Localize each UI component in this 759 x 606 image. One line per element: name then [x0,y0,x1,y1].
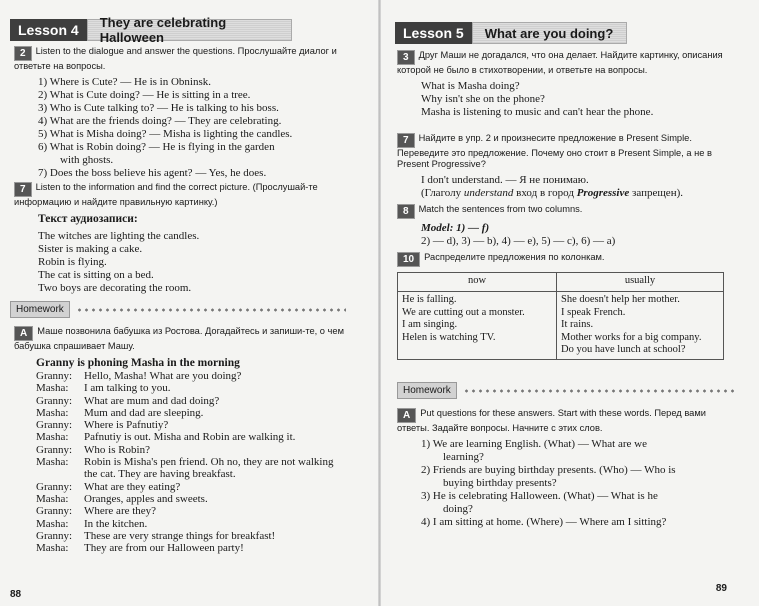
speaker: Masha: [36,406,69,419]
lesson-label: Lesson 5 [395,22,472,44]
lesson-4-header [10,15,292,45]
dialogue-row [36,505,369,517]
dialogue-row [36,395,369,407]
dialogue-row [36,493,369,505]
table-cell: We are cutting out a monster. [402,306,525,318]
utterance: Pafnutiy is out. Misha and Robin are walking it. [84,431,296,444]
exercise-A-homework [397,408,737,529]
dialogue-row [36,382,369,394]
dialogue-row [36,530,369,542]
exercise-number: 8 [397,204,415,219]
transcript-line: Robin is flying. [38,256,107,268]
table-cell: It rains. [561,319,594,330]
question-line: 1) We are learning English. (What) — What are we [421,438,647,450]
sort-table [397,272,724,360]
dialogue-row [36,370,369,382]
dialogue-row [36,518,369,530]
utterance: Where is Pafnutiy? [84,419,169,432]
dialogue-row [36,444,369,456]
dialogue-row [36,468,369,480]
homework-divider [10,301,346,318]
speaker [36,468,84,480]
question-line: buying birthday presents? [443,477,557,489]
exercise-number: 7 [397,133,415,148]
utterance: Mum and dad are sleeping. [84,406,204,419]
dialogue-title: Granny is phoning Masha in the morning [36,357,240,369]
exercise-number: 10 [397,252,420,267]
text-line: Why isn't she on the phone? [421,93,545,105]
table-cell: Mother works for a big company. [561,331,702,343]
speaker: Masha: [36,431,69,444]
table-cell: She doesn't help her mother. [561,294,680,305]
lesson-5-header [395,22,627,44]
speaker: Granny: [36,505,73,518]
column-now [398,292,557,360]
speaker: Granny: [36,419,73,432]
exercise-instruction: Put questions for these answers. Start with these words. Перед вами ответы. Задайте вопросы. Начните с этих слов. [397,408,706,433]
dialogue-row [36,431,369,443]
table-header-usually: usually [557,273,724,292]
column-usually [557,292,724,360]
exercise-instruction: Listen to the dialogue and answer the questions. Прослушайте диалог и ответьте на вопросы. [14,46,337,71]
model-answer: Model: 1) — f) [421,222,490,234]
speaker: Granny: [36,394,73,407]
text-line: Masha is listening to music and can't hear the phone. [421,106,654,118]
exercise-10 [397,252,737,267]
question-line: learning? [443,451,484,463]
lesson-label: Lesson 4 [10,19,87,41]
speaker: Masha: [36,492,69,505]
speaker: Masha: [36,542,69,555]
table-cell: Do you have lunch at school? [561,344,686,355]
homework-divider [397,382,735,399]
speaker: Masha: [36,517,69,530]
exercise-instruction: Listen to the information and find the correct picture. (Прослушай-те информацию и найдите правильную картинку.) [14,182,318,207]
audio-transcript-heading: Текст аудиозаписи: [38,213,138,225]
utterance: They are from our Halloween party! [84,542,244,555]
utterance: Hello, Masha! What are you doing? [84,370,242,382]
table-cell: Helen is watching TV. [402,331,496,343]
answer-line: 2) What is Cute doing? — He is sitting in a tree. [38,89,251,101]
exercise-instruction: Маше позвонила бабушка из Ростова. Догадайтесь и запиши-те, о чем бабушка спрашивает Машу. [14,326,344,351]
question-line: 3) He is celebrating Halloween. (What) — What is he [421,490,658,502]
dialogue-row [36,542,369,554]
dialogue-row [36,419,369,431]
speaker: Granny: [36,480,73,493]
lesson-title: What are you doing? [472,22,627,44]
speaker: Granny: [36,443,73,456]
utterance: These are very strange things for breakfast! [84,529,276,542]
exercise-3 [397,50,737,119]
answer-line: 3) Who is Cute talking to? — He is talking to his boss. [38,102,279,114]
utterance: Who is Robin? [84,443,150,456]
question-line: doing? [443,503,473,515]
text-line: What is Masha doing? [421,80,520,92]
dotted-rule [76,308,346,312]
homework-label: Homework [397,382,457,399]
utterance: the cat. They are having breakfast. [84,468,236,481]
dialogue-row [36,456,369,468]
exercise-number: 3 [397,50,415,65]
text-line: (Глаголу understand вход в город Progressive запрещен). [421,187,683,199]
exercise-instruction: Друг Маши не догадался, что она делает. Найдите картинку, описания которой не было в стихотворении, и ответьте на вопросы. [397,50,723,75]
table-cell: He is falling. [402,294,457,305]
exercise-letter: A [397,408,416,423]
lesson-title: They are celebrating Halloween [87,19,292,41]
utterance: What are they eating? [84,480,181,493]
page-number-right: 89 [715,583,727,594]
page-number-left: 88 [10,589,22,600]
text-line: I don't understand. — Я не понимаю. [421,174,589,186]
speaker: Masha: [36,456,69,469]
dialogue-row [36,407,369,419]
question-line: 2) Friends are buying birthday presents. (Who) — Who is [421,464,676,476]
homework-label: Homework [10,301,70,318]
answer-line: 4) What are the friends doing? — They are celebrating. [38,115,282,127]
dialogue-row [36,481,369,493]
exercise-number: 7 [14,182,32,197]
speaker: Granny: [36,529,73,542]
answers-line: 2) — d), 3) — b), 4) — e), 5) — c), 6) — a) [421,235,616,247]
answer-line: 5) What is Misha doing? — Misha is lighting the candles. [38,128,293,140]
exercise-2 [14,46,364,180]
answer-line: with ghosts. [60,154,114,166]
utterance: Oranges, apples and sweets. [84,492,208,505]
exercise-7-grammar [397,133,742,200]
dotted-rule [463,389,735,393]
exercise-instruction: Match the sentences from two columns. [418,204,583,214]
page-right [380,0,759,606]
speaker: Masha: [36,382,69,395]
transcript-line: Two boys are decorating the room. [38,282,192,294]
exercise-letter: A [14,326,33,341]
answer-line: 1) Where is Cute? — He is in Obninsk. [38,76,212,88]
answer-line: 6) What is Robin doing? — He is flying in the garden [38,141,275,153]
utterance: Where are they? [84,505,157,518]
transcript-line: The witches are lighting the candles. [38,230,200,242]
utterance: What are mum and dad doing? [84,394,220,407]
table-cell: I am singing. [402,319,458,330]
exercise-A-homework [14,326,369,554]
utterance: Robin is Misha's pen friend. Oh no, they are not walking [84,456,334,469]
question-line: 4) I am sitting at home. (Where) — Where am I sitting? [421,516,667,528]
dialogue [36,370,369,554]
exercise-instruction: Найдите в упр. 2 и произнесите предложение в Present Simple. Переведите это предложение. Почему оно стоит в Present Simple, а не в Present Progressive? [397,133,712,169]
utterance: I am talking to you. [84,382,171,395]
table-cell: I speak French. [561,306,626,318]
exercise-7-listening [14,182,364,295]
transcript-line: Sister is making a cake. [38,243,143,255]
exercise-number: 2 [14,46,32,61]
table-header-now: now [398,273,557,292]
utterance: In the kitchen. [84,517,148,530]
exercise-8 [397,204,737,248]
answer-line: 7) Does the boss believe his agent? — Yes, he does. [38,167,267,179]
speaker: Granny: [36,370,73,382]
transcript-line: The cat is sitting on a bed. [38,269,154,281]
exercise-instruction: Распределите предложения по колонкам. [424,252,605,262]
